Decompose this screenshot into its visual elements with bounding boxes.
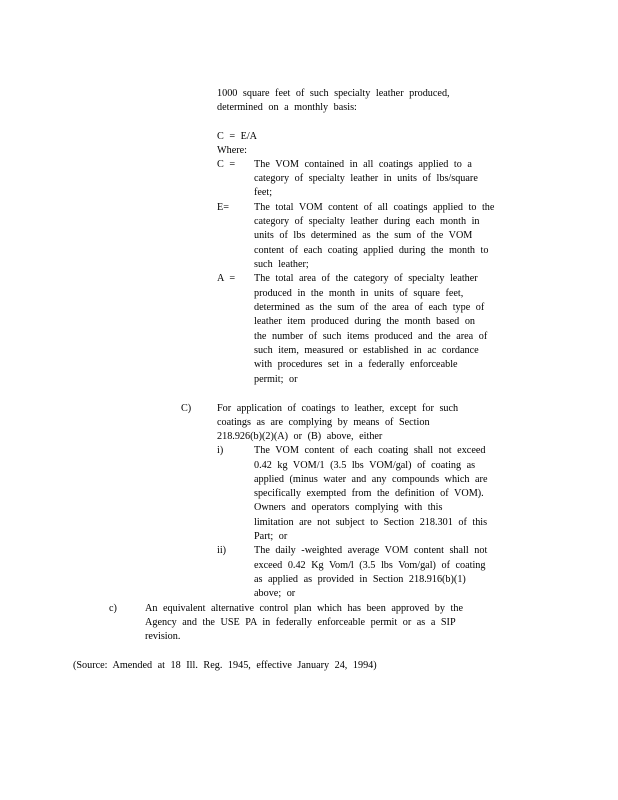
item-line: 218.926(b)(2)(A) or (B) above, either bbox=[217, 431, 383, 442]
item-line: revision. bbox=[145, 631, 181, 642]
subitem-line: specifically exempted from the definition of VOM). bbox=[254, 488, 484, 499]
item-line: An equivalent alternative control plan which has been approved by the bbox=[145, 603, 463, 614]
definition-line: the number of such items produced and the area of bbox=[254, 331, 488, 342]
definition-line: leather item produced during the month based on bbox=[254, 316, 476, 327]
definition-symbol: C = bbox=[217, 159, 236, 170]
definition-line: category of specialty leather in units of lbs/square bbox=[254, 173, 478, 184]
definition-line: content of each coating applied during the month to bbox=[254, 245, 489, 256]
definition-line: such item, measured or established in ac cordance bbox=[254, 345, 479, 356]
item-line: Agency and the USE PA in federally enforceable permit or as a SIP bbox=[145, 617, 456, 628]
source-note: (Source: Amended at 18 Ill. Reg. 1945, effective January 24, 1994) bbox=[73, 660, 377, 671]
item-label: C) bbox=[181, 403, 192, 414]
definition-line: units of lbs determined as the sum of the VOM bbox=[254, 230, 473, 241]
subitem-line: 0.42 kg VOM/1 (3.5 lbs VOM/gal) of coating as bbox=[254, 460, 476, 471]
intro-line: 1000 square feet of such specialty leather produced, bbox=[217, 88, 450, 99]
subitem-line: The daily -weighted average VOM content shall not bbox=[254, 545, 488, 556]
subitem-label: ii) bbox=[217, 545, 227, 556]
subitem-line: above; or bbox=[254, 588, 296, 599]
subitem-line: applied (minus water and any compounds which are bbox=[254, 474, 488, 485]
formula-where: Where: bbox=[217, 145, 247, 156]
subitem-line: The VOM content of each coating shall not exceed bbox=[254, 445, 486, 456]
item-line: coatings as are complying by means of Section bbox=[217, 417, 430, 428]
item-label: c) bbox=[109, 603, 117, 614]
definition-line: determined as the sum of the area of each type of bbox=[254, 302, 485, 313]
subitem-label: i) bbox=[217, 445, 224, 456]
definition-line: The total VOM content of all coatings applied to the bbox=[254, 202, 495, 213]
definition-line: such leather; bbox=[254, 259, 309, 270]
definition-line: permit; or bbox=[254, 374, 298, 385]
intro-line: determined on a monthly basis: bbox=[217, 102, 357, 113]
subitem-line: Part; or bbox=[254, 531, 288, 542]
definition-line: The VOM contained in all coatings applied to a bbox=[254, 159, 472, 170]
definition-line: with procedures set in a federally enforceable bbox=[254, 359, 458, 370]
subitem-line: as applied as provided in Section 218.916(b)(1) bbox=[254, 574, 466, 585]
definition-line: feet; bbox=[254, 187, 273, 198]
subitem-line: Owners and operators complying with this bbox=[254, 502, 443, 513]
definition-line: produced in the month in units of square feet, bbox=[254, 288, 464, 299]
definition-symbol: A = bbox=[217, 273, 236, 284]
definition-line: The total area of the category of specialty leather bbox=[254, 273, 478, 284]
definition-symbol: E= bbox=[217, 202, 229, 213]
formula-equation: C = E/A bbox=[217, 131, 258, 142]
subitem-line: exceed 0.42 Kg Vom/l (3.5 lbs Vom/gal) of coating bbox=[254, 560, 486, 571]
item-line: For application of coatings to leather, except for such bbox=[217, 403, 459, 414]
subitem-line: limitation are not subject to Section 218.301 of this bbox=[254, 517, 488, 528]
definition-line: category of specialty leather during each month in bbox=[254, 216, 480, 227]
